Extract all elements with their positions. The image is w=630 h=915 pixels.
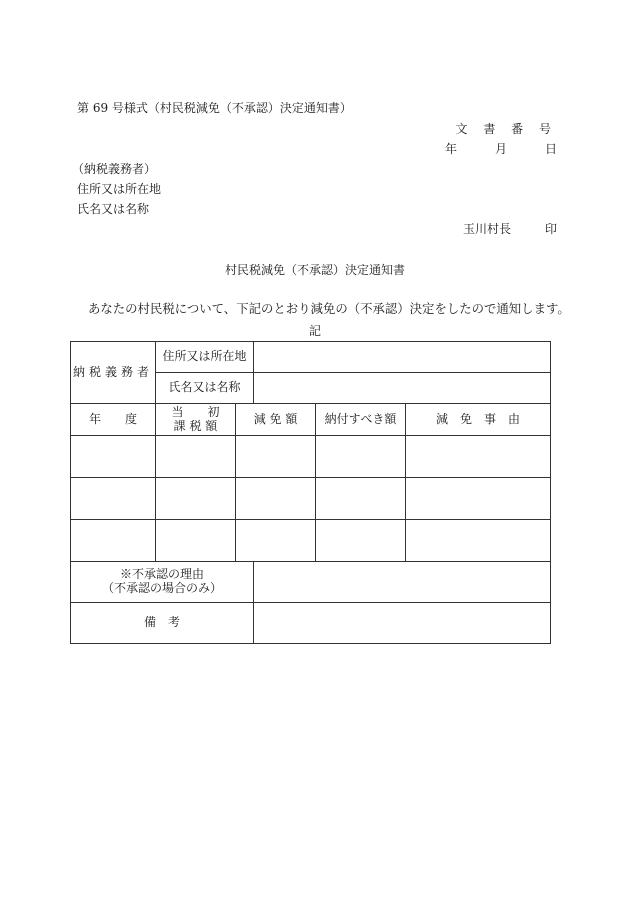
document-number-label: 文 書 番 号 (455, 122, 557, 136)
notice-title: 村民税減免（不承認）決定通知書 (224, 263, 405, 277)
issuer-seal: 印 (544, 222, 557, 236)
header-initial-tax (156, 404, 236, 436)
table-row (71, 520, 551, 562)
name-label-cell: 氏名又は名称 (156, 373, 254, 404)
reduction-cell (236, 436, 316, 478)
header-initial-tax-line2: 課 税 額 (173, 418, 218, 433)
remarks-value (254, 603, 551, 644)
payable-cell (316, 478, 406, 520)
header-reason: 減 免 事 由 (406, 404, 551, 436)
initial-tax-cell (156, 478, 236, 520)
tax-reduction-table (70, 341, 551, 644)
disapproval-reason-value (254, 562, 551, 603)
address-value-cell (254, 342, 551, 373)
reason-cell (406, 478, 551, 520)
issuer-line (463, 223, 557, 235)
disapproval-reason-label (71, 562, 254, 603)
year-cell (71, 520, 156, 562)
header-payable: 納付すべき額 (316, 404, 406, 436)
remarks-label: 備 考 (71, 603, 254, 644)
payable-cell (316, 520, 406, 562)
date-year: 年 (444, 142, 457, 156)
table-row (71, 436, 551, 478)
form-number: 第 69 号様式（村民税減免（不承認）決定通知書） (77, 101, 352, 115)
disapproval-line2: （不承認の場合のみ） (102, 581, 223, 595)
notice-ki: 記 (308, 324, 321, 338)
date-month: 月 (494, 142, 507, 156)
taxpayer-label-cell: 納税義務者 (71, 342, 156, 404)
recipient-name-label: 氏名又は名称 (77, 202, 150, 216)
address-label-cell: 住所又は所在地 (156, 342, 254, 373)
header-initial-tax-line1: 当 初 (171, 404, 220, 419)
recipient-heading: （納税義務者） (72, 162, 157, 176)
reason-cell (406, 520, 551, 562)
issuer-name: 玉川村長 (462, 222, 511, 236)
header-reduction: 減 免 額 (236, 404, 316, 436)
payable-cell (316, 436, 406, 478)
year-cell (71, 436, 156, 478)
date-day: 日 (544, 142, 557, 156)
header-year: 年 度 (71, 404, 156, 436)
table-row (71, 478, 551, 520)
disapproval-line1: ※不承認の理由 (120, 567, 205, 582)
initial-tax-cell (156, 520, 236, 562)
date-line (445, 143, 557, 155)
reduction-cell (236, 478, 316, 520)
name-value-cell (254, 373, 551, 404)
recipient-address-label: 住所又は所在地 (77, 182, 162, 196)
year-cell (71, 478, 156, 520)
reduction-cell (236, 520, 316, 562)
reason-cell (406, 436, 551, 478)
notice-body: あなたの村民税について、下記のとおり減免の（不承認）決定をしたので通知します。 (88, 301, 570, 316)
initial-tax-cell (156, 436, 236, 478)
